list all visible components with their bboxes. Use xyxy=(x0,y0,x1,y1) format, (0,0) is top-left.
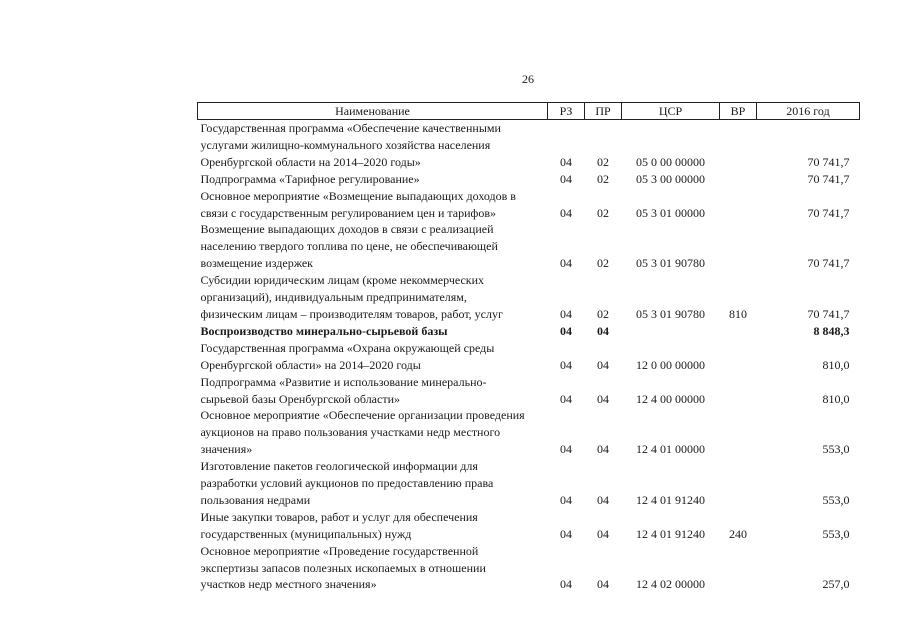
row-name-line: возмещение издержек xyxy=(200,256,313,271)
row-vr xyxy=(720,188,757,222)
row-rz: 04 xyxy=(560,577,572,592)
table-row xyxy=(198,188,860,222)
table-row xyxy=(198,543,860,594)
row-csr: 12 4 02 00000 xyxy=(636,577,705,592)
row-rz: 04 xyxy=(560,171,572,186)
row-name-line: Подпрограмма «Развитие и использование минерально- xyxy=(200,374,487,389)
row-name-line: Изготовление пакетов геологической информации для xyxy=(200,459,478,474)
header-pr: ПР xyxy=(585,103,622,120)
header-year: 2016 год xyxy=(757,103,860,120)
row-vr xyxy=(720,120,757,171)
row-rz: 04 xyxy=(560,442,572,457)
row-name xyxy=(198,188,548,222)
row-name xyxy=(198,340,548,374)
row-name-line: участков недр местного значения» xyxy=(200,577,377,592)
table-body xyxy=(198,120,860,594)
row-rz: 04 xyxy=(560,357,572,372)
header-rz: РЗ xyxy=(548,103,585,120)
row-amount: 70 741,7 xyxy=(807,171,850,186)
row-pr: 04 xyxy=(597,442,609,457)
row-rz: 04 xyxy=(560,306,572,321)
row-csr: 05 3 01 00000 xyxy=(636,205,705,220)
row-csr: 12 0 00 00000 xyxy=(636,357,705,372)
table-row xyxy=(198,458,860,509)
row-rz: 04 xyxy=(560,323,572,338)
row-name-line: организаций), индивидуальным предпринимателям, xyxy=(200,290,467,305)
header-vr: ВР xyxy=(720,103,757,120)
row-name-line: пользования недрами xyxy=(200,492,311,507)
page-number: 26 xyxy=(522,72,534,86)
table-row xyxy=(198,509,860,543)
header-name: Наименование xyxy=(198,103,548,120)
row-vr xyxy=(720,221,757,272)
table-row xyxy=(198,374,860,408)
row-csr: 12 4 01 91240 xyxy=(636,492,705,507)
row-name-line: населению твердого топлива по цене, не обеспечивающей xyxy=(200,239,498,254)
row-amount: 70 741,7 xyxy=(807,306,850,321)
row-name-line: экспертизы запасов полезных ископаемых в отношении xyxy=(200,560,486,575)
row-name-line: Воспроизводство минерально-сырьевой базы xyxy=(200,323,448,338)
row-csr: 05 3 00 00000 xyxy=(636,171,705,186)
row-rz: 04 xyxy=(560,391,572,406)
row-name-line: Основное мероприятие «Возмещение выпадающих доходов в xyxy=(200,188,516,203)
row-name-line: значения» xyxy=(200,442,253,457)
row-name xyxy=(198,120,548,171)
row-vr xyxy=(720,323,757,340)
row-vr xyxy=(720,171,757,188)
row-pr: 04 xyxy=(597,357,609,372)
row-vr xyxy=(720,374,757,408)
row-name-line: Оренбургской области» на 2014–2020 годы xyxy=(200,357,421,372)
row-pr: 02 xyxy=(597,306,609,321)
table-row xyxy=(198,171,860,188)
row-vr xyxy=(720,407,757,458)
row-amount: 810,0 xyxy=(822,391,850,406)
header-csr: ЦСР xyxy=(622,103,720,120)
table-row xyxy=(198,221,860,272)
row-pr: 04 xyxy=(597,492,609,507)
row-amount: 70 741,7 xyxy=(807,205,850,220)
row-name-line: физическим лицам – производителям товаров, работ, услуг xyxy=(200,306,503,321)
row-amount: 553,0 xyxy=(822,492,850,507)
row-name-line: государственных (муниципальных) нужд xyxy=(200,526,412,541)
row-name xyxy=(198,374,548,408)
row-name-line: аукционов на право пользования участками недр местного xyxy=(200,425,501,440)
row-rz: 04 xyxy=(560,526,572,541)
row-amount: 70 741,7 xyxy=(807,256,850,271)
row-name xyxy=(198,171,548,188)
row-pr: 04 xyxy=(597,391,609,406)
row-csr: 05 0 00 00000 xyxy=(636,154,705,169)
row-csr: 12 4 01 91240 xyxy=(636,526,705,541)
row-csr xyxy=(622,323,720,340)
table-row xyxy=(198,407,860,458)
row-name xyxy=(198,272,548,323)
row-rz: 04 xyxy=(560,492,572,507)
row-csr: 05 3 01 90780 xyxy=(636,306,705,321)
row-name-line: Государственная программа «Обеспечение качественными xyxy=(200,121,501,135)
row-name xyxy=(198,543,548,594)
row-name xyxy=(198,407,548,458)
row-vr xyxy=(720,340,757,374)
row-csr: 12 4 01 00000 xyxy=(636,442,705,457)
row-vr: 810 xyxy=(729,306,747,321)
row-amount: 257,0 xyxy=(822,577,850,592)
table-row xyxy=(198,272,860,323)
table-row xyxy=(198,120,860,171)
table-row xyxy=(198,340,860,374)
row-name-line: Подпрограмма «Тарифное регулирование» xyxy=(200,171,420,186)
row-pr: 02 xyxy=(597,256,609,271)
row-name-line: Возмещение выпадающих доходов в связи с реализацией xyxy=(200,222,494,237)
row-name-line: Оренбургской области на 2014–2020 годы» xyxy=(200,154,421,169)
row-amount: 553,0 xyxy=(822,442,850,457)
table-row xyxy=(198,323,860,340)
row-pr: 02 xyxy=(597,205,609,220)
row-pr: 04 xyxy=(597,323,609,338)
row-name xyxy=(198,323,548,340)
row-name xyxy=(198,221,548,272)
row-name-line: Иные закупки товаров, работ и услуг для обеспечения xyxy=(200,509,478,524)
row-rz: 04 xyxy=(560,205,572,220)
row-amount: 70 741,7 xyxy=(807,154,850,169)
row-rz: 04 xyxy=(560,256,572,271)
row-name xyxy=(198,458,548,509)
row-pr: 02 xyxy=(597,171,609,186)
row-name-line: Основное мероприятие «Проведение государственной xyxy=(200,543,479,558)
row-rz: 04 xyxy=(560,154,572,169)
row-pr: 04 xyxy=(597,526,609,541)
row-amount: 553,0 xyxy=(822,526,850,541)
row-name-line: Основное мероприятие «Обеспечение организации проведения xyxy=(200,408,525,423)
row-csr: 05 3 01 90780 xyxy=(636,256,705,271)
row-amount: 8 848,3 xyxy=(813,323,850,338)
budget-table xyxy=(197,102,860,593)
row-vr: 240 xyxy=(729,526,747,541)
row-name-line: разработки условий аукционов по предоставлению права xyxy=(200,476,494,491)
row-name-line: услугами жилищно-коммунального хозяйства населения xyxy=(200,137,491,152)
row-name-line: сырьевой базы Оренбургской области» xyxy=(200,391,400,406)
row-csr: 12 4 00 00000 xyxy=(636,391,705,406)
row-pr: 04 xyxy=(597,577,609,592)
row-name-line: Субсидии юридическим лицам (кроме некоммерческих xyxy=(200,273,485,288)
row-name-line: связи с государственным регулированием цен и тарифов» xyxy=(200,205,496,220)
table-header-row xyxy=(198,103,860,120)
row-vr xyxy=(720,543,757,594)
row-amount: 810,0 xyxy=(822,357,850,372)
row-name xyxy=(198,509,548,543)
row-vr xyxy=(720,458,757,509)
row-name-line: Государственная программа «Охрана окружающей среды xyxy=(200,340,495,355)
row-pr: 02 xyxy=(597,154,609,169)
